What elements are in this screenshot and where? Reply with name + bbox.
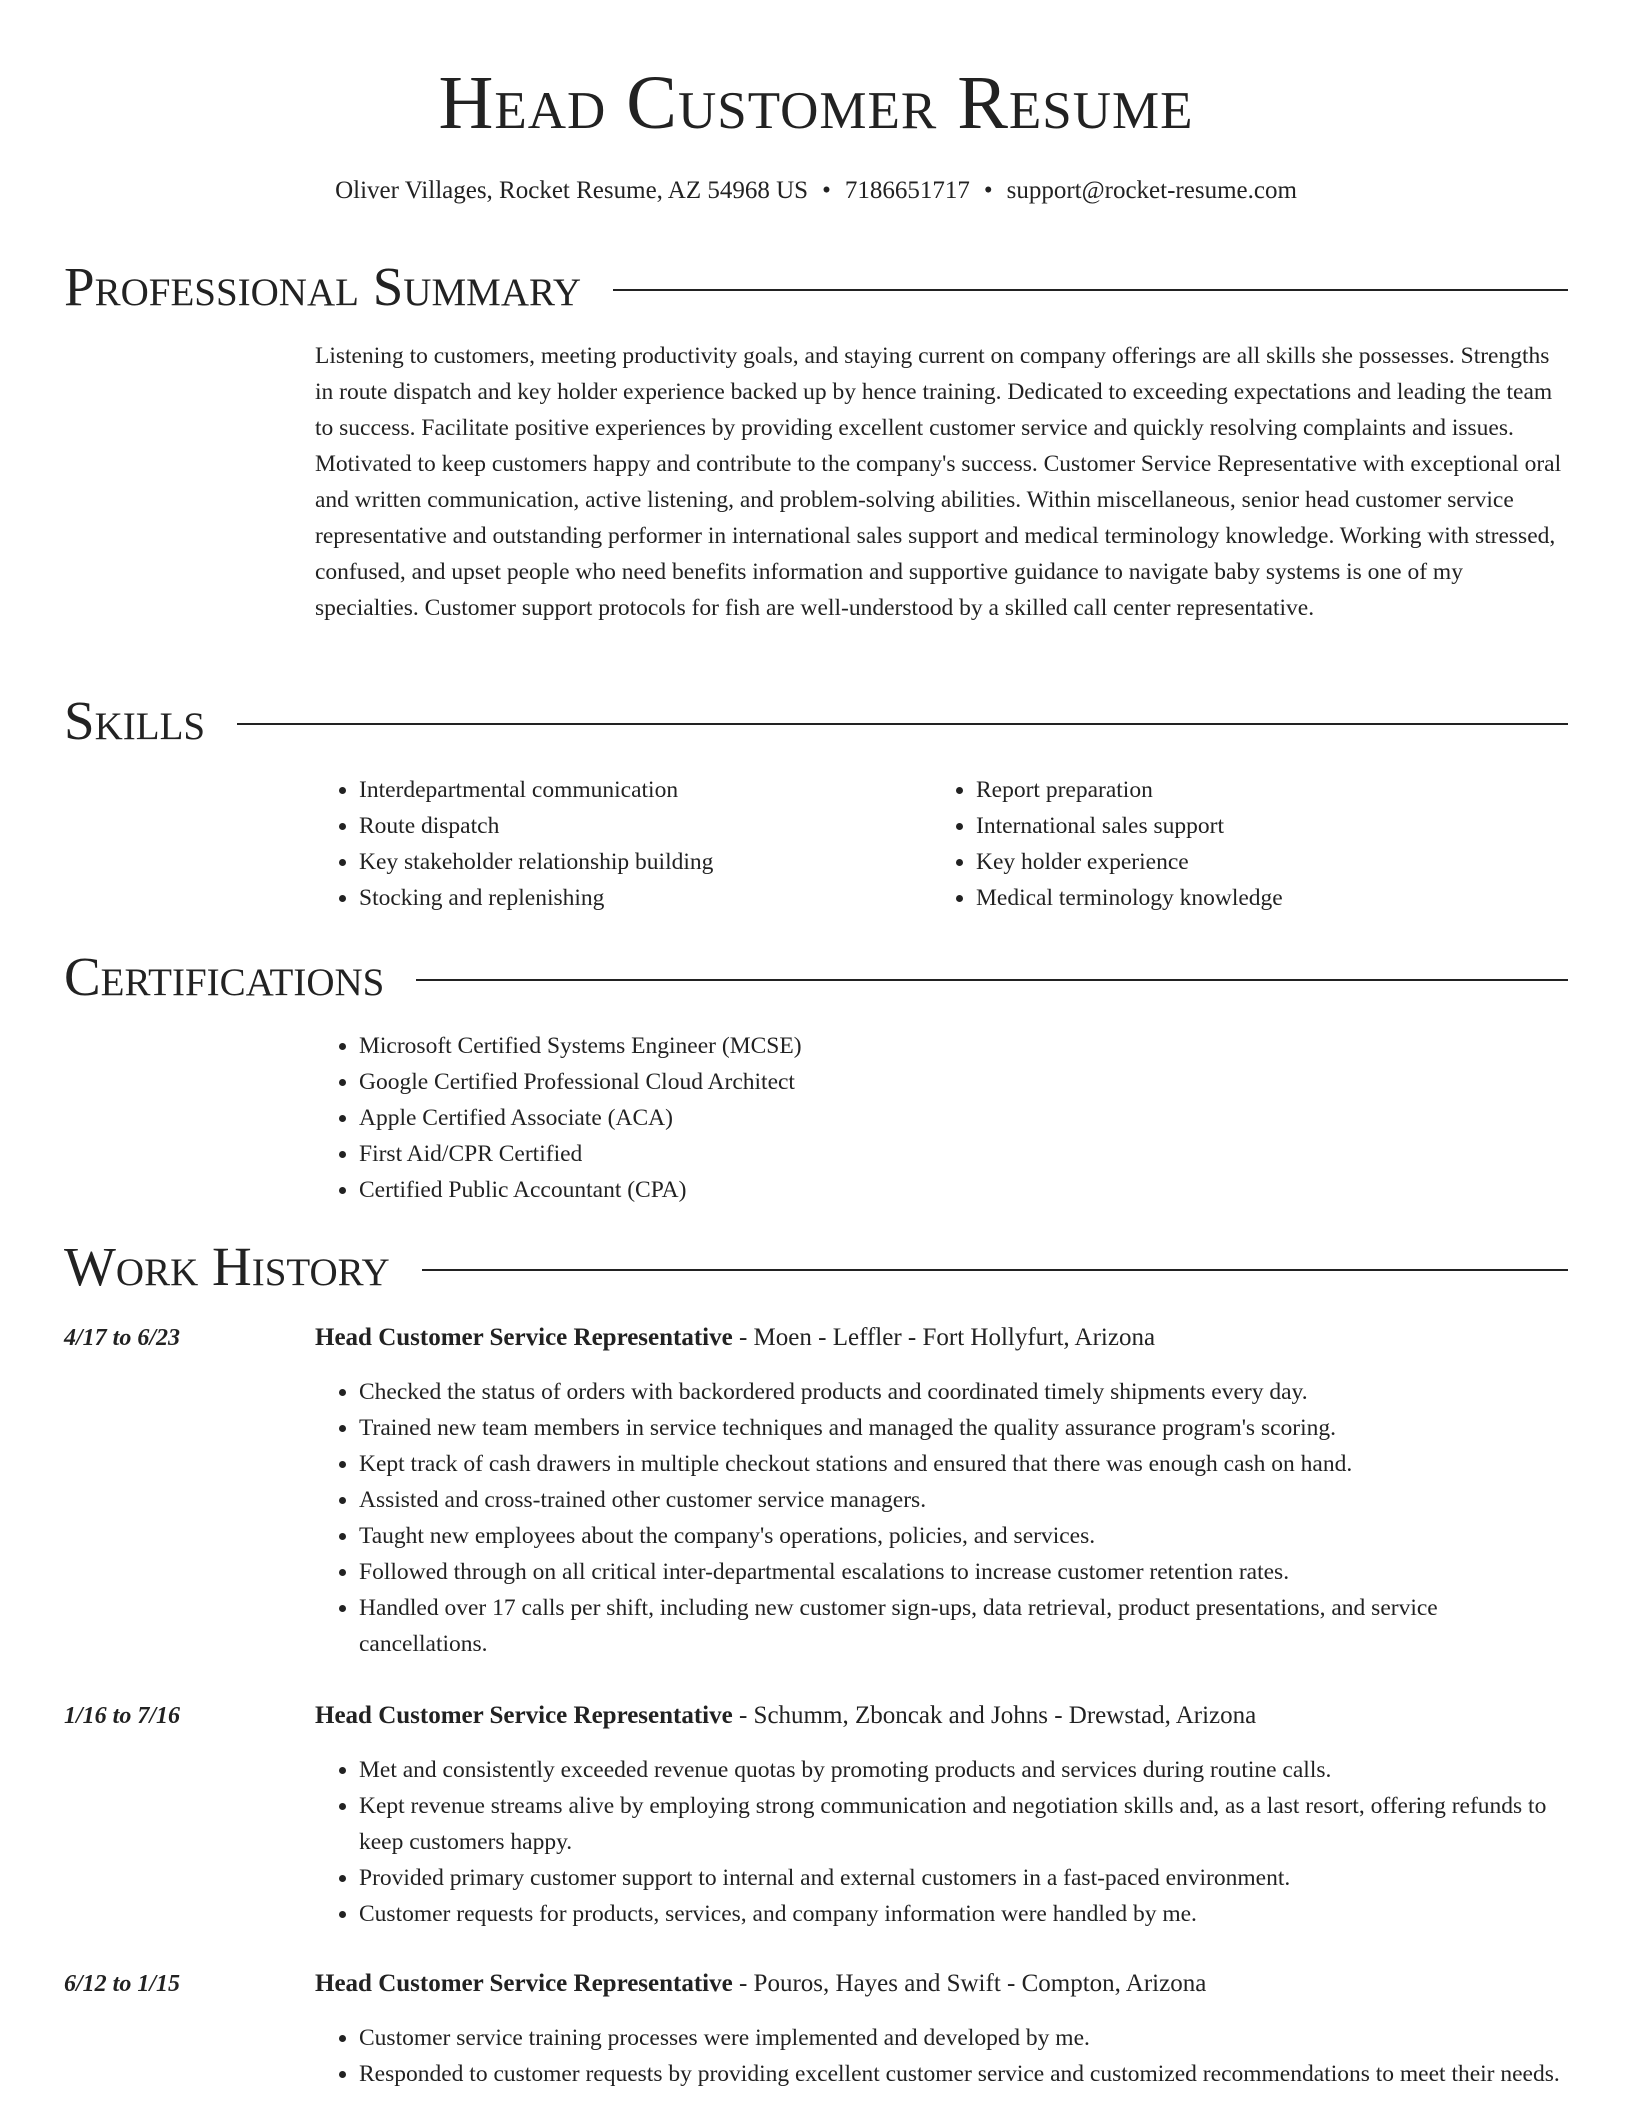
job-role: Head Customer Service Representative bbox=[315, 1324, 733, 1351]
job-dates: 6/12 to 1/15 bbox=[64, 1971, 181, 1997]
skills-column-right bbox=[932, 772, 1532, 916]
section-header-skills bbox=[64, 686, 1568, 756]
section-title-skills: Skills bbox=[64, 690, 206, 751]
certifications-list-container bbox=[315, 1028, 1568, 1208]
list-item: • Google Certified Professional Cloud Architect bbox=[359, 1064, 1568, 1100]
list-item: • Met and consistently exceeded revenue quotas by promoting products and services during routine calls. bbox=[359, 1752, 1568, 1788]
section-title-certifications: Certifications bbox=[64, 946, 385, 1007]
skills-list-right bbox=[932, 772, 1532, 916]
job-bullet-list bbox=[315, 1752, 1568, 1932]
resume-title: Head Customer Resume bbox=[438, 61, 1194, 145]
list-item: • Trained new team members in service techniques and managed the quality assurance program's scoring. bbox=[359, 1410, 1568, 1446]
list-item: • Key holder experience bbox=[976, 844, 1532, 880]
list-item: • Stocking and replenishing bbox=[359, 880, 915, 916]
job-dates: 4/17 to 6/23 bbox=[64, 1325, 181, 1351]
list-item: • Interdepartmental communication bbox=[359, 772, 915, 808]
job-title-line bbox=[315, 1698, 1568, 1734]
section-rule bbox=[416, 979, 1568, 981]
job-title-line bbox=[315, 1966, 1568, 2002]
list-item: • International sales support bbox=[976, 808, 1532, 844]
job-bullets bbox=[315, 2020, 1568, 2092]
skills-column-left bbox=[315, 772, 915, 916]
section-title-summary: Professional Summary bbox=[64, 256, 582, 317]
job-role: Head Customer Service Representative bbox=[315, 1970, 733, 1997]
list-item: • Medical terminology knowledge bbox=[976, 880, 1532, 916]
list-item: • Apple Certified Associate (ACA) bbox=[359, 1100, 1568, 1136]
list-item: • Certified Public Accountant (CPA) bbox=[359, 1172, 1568, 1208]
contact-phone: 7186651717 bbox=[844, 177, 970, 204]
list-item: • Customer requests for products, services, and company information were handled by me. bbox=[359, 1896, 1568, 1932]
job-title-line bbox=[315, 1320, 1568, 1356]
contact-separator: • bbox=[822, 177, 831, 204]
summary-text: Listening to customers, meeting productivity goals, and staying current on company offerings are all skills she possesses. Strengths in route dispatch and key holder experience backed up by hence training. Dedicated to exceeding expectations and leading the team to success. Facilitate positive experiences by providing excellent customer service and quickly resolving complaints and issues. Motivated to keep customers happy and contribute to the company's success. Customer Service Representative with exceptional oral and written communication, active listening, and problem-solving abilities. Within miscellaneous, senior head customer service representative and outstanding performer in international sales support and medical terminology knowledge. Working with stressed, confused, and upset people who need benefits information and supportive guidance to navigate baby systems is one of my specialties. Customer support protocols for fish are well-understood by a skilled call center representative. bbox=[315, 343, 1562, 621]
list-item: • Report preparation bbox=[976, 772, 1532, 808]
contact-separator: • bbox=[983, 177, 993, 204]
job-company: - Pouros, Hayes and Swift - Compton, Arizona bbox=[732, 1970, 1207, 1997]
list-item: • Kept revenue streams alive by employing strong communication and negotiation skills and, as a last resort, offering refunds to keep customers happy. bbox=[359, 1788, 1568, 1860]
section-header-work-history bbox=[64, 1232, 1568, 1302]
list-item: • Customer service training processes were implemented and developed by me. bbox=[359, 2020, 1568, 2056]
section-title-work-history: Work History bbox=[64, 1236, 390, 1297]
list-item: • Followed through on all critical inter-departmental escalations to increase customer retention rates. bbox=[359, 1554, 1568, 1590]
section-header-certifications bbox=[64, 942, 1568, 1012]
section-rule bbox=[422, 1269, 1568, 1271]
list-item: • Kept track of cash drawers in multiple checkout stations and ensured that there was enough cash on hand. bbox=[359, 1446, 1568, 1482]
list-item: • Checked the status of orders with backordered products and coordinated timely shipments every day. bbox=[359, 1374, 1568, 1410]
list-item: • Route dispatch bbox=[359, 808, 915, 844]
section-rule bbox=[237, 723, 1568, 725]
contact-address: Oliver Villages, Rocket Resume, AZ 54968 US bbox=[335, 177, 809, 204]
contact-line bbox=[0, 174, 1632, 208]
list-item: • Handled over 17 calls per shift, including new customer sign-ups, data retrieval, product presentations, and service cancellations. bbox=[359, 1590, 1568, 1662]
job-bullet-list bbox=[315, 2020, 1568, 2092]
list-item: • Responded to customer requests by providing excellent customer service and customized recommendations to meet their needs. bbox=[359, 2056, 1568, 2092]
skills-list-left bbox=[315, 772, 915, 916]
list-item: • Provided primary customer support to internal and external customers in a fast-paced environment. bbox=[359, 1860, 1568, 1896]
section-rule bbox=[613, 289, 1568, 291]
list-item: • Assisted and cross-trained other customer service managers. bbox=[359, 1482, 1568, 1518]
contact-email: support@rocket-resume.com bbox=[1006, 177, 1297, 204]
job-role: Head Customer Service Representative bbox=[315, 1702, 733, 1729]
section-header-summary bbox=[64, 252, 1568, 322]
job-company: - Schumm, Zboncak and Johns - Drewstad, Arizona bbox=[732, 1702, 1257, 1729]
job-bullets bbox=[315, 1374, 1568, 1662]
list-item: • Taught new employees about the company's operations, policies, and services. bbox=[359, 1518, 1568, 1554]
job-bullets bbox=[315, 1752, 1568, 1932]
job-bullet-list bbox=[315, 1374, 1568, 1662]
job-company: - Moen - Leffler - Fort Hollyfurt, Arizona bbox=[732, 1324, 1156, 1351]
job-dates: 1/16 to 7/16 bbox=[64, 1703, 181, 1729]
list-item: • Microsoft Certified Systems Engineer (MCSE) bbox=[359, 1028, 1568, 1064]
certifications-list bbox=[315, 1028, 1568, 1208]
list-item: • Key stakeholder relationship building bbox=[359, 844, 915, 880]
list-item: • First Aid/CPR Certified bbox=[359, 1136, 1568, 1172]
